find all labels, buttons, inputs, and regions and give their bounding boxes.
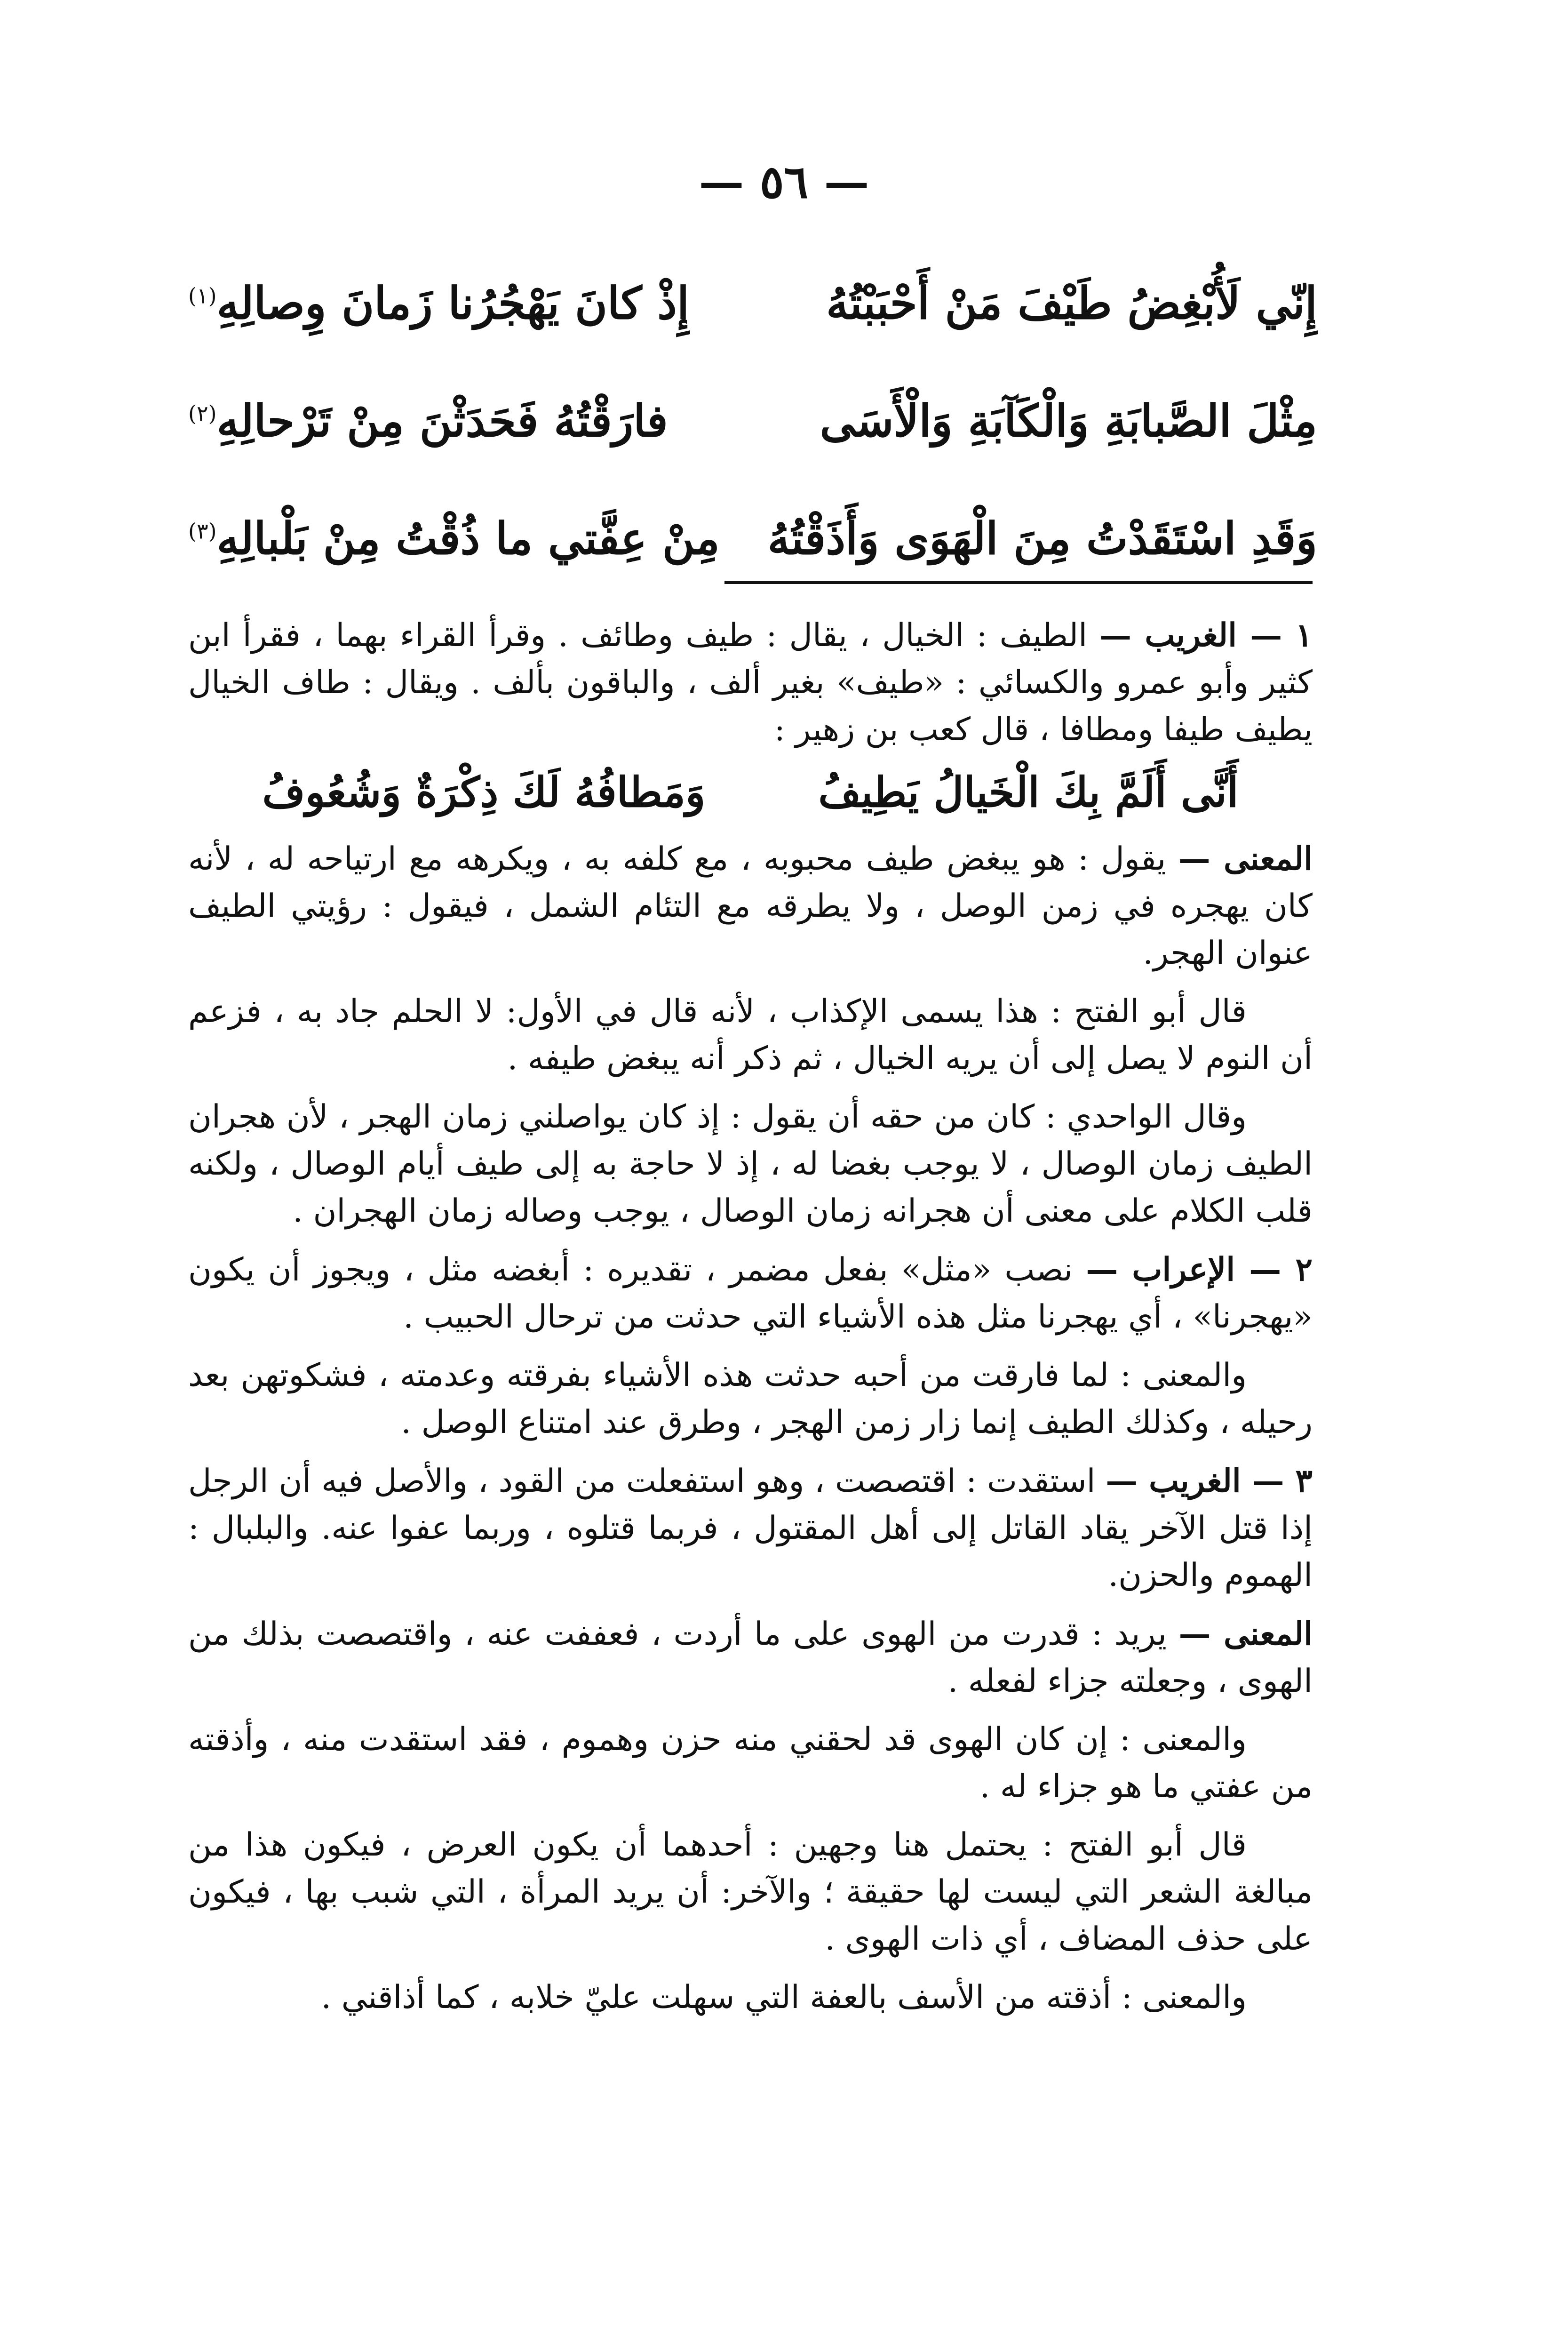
note-3-text: استقدت : اقتصصت ، وهو استفعلت من القود ، والأصل فيه أن الرجل إذا قتل الآخر يقاد القاتل إلى أهل المقتول ، فربما قتلوه ، وربما عفوا عنه. والبلبال : الهموم والحزن. <box>188 1463 1313 1594</box>
abu-alfath-1: قال أبو الفتح : هذا يسمى الإكذاب ، لأنه قال في الأول: لا الحلم جاد به ، فزعم أن النوم لا يصل إلى أن يريه الخيال ، ثم ذكر أنه يبغض طيفه . <box>188 993 1313 1077</box>
verses-block <box>188 245 1317 598</box>
meaning-3-text: يريد : قدرت من الهوى على ما أردت ، فعففت عنه ، واقتصصت بذلك من الهوى ، وجعلته جزاء لفعله . <box>188 1616 1313 1700</box>
meaning-2: والمعنى : لما فارقت من أحبه حدثت هذه الأشياء بفرقته وعدمته ، فشكوتهن بعد رحيله ، وكذلك الطيف إنما زار زمن الهجر ، وطرق عند امتناع الوصل . <box>188 1357 1313 1441</box>
page-number: — ٥٦ — <box>699 155 869 208</box>
meaning-4: والمعنى : إن كان الهوى قد لحقني منه حزن وهموم ، فقد استقدت منه ، وأذقته من عفتي ما هو جزاء له . <box>188 1721 1313 1805</box>
note-2-text: نصب «مثل» بفعل مضمر ، تقديره : أبغضه مثل ، ويجوز أن يكون «يهجرنا» ، أي يهجرنا مثل هذه الأشياء التي حدثت من ترحال الحبيب . <box>188 1251 1313 1336</box>
commentary <box>188 612 1313 2032</box>
alwahidi: وقال الواحدي : كان من حقه أن يقول : إذ كان يواصلني زمان الهجر ، لأن هجران الطيف زمان الوصال ، لا يوجب بغضا له ، إذ لا حاجة به إلى طيف أيام الوصال ، ولكنه قلب الكلام على معنى أن هجرانه زمان الوصال ، يوجب وصاله زمان الهجران . <box>188 1098 1313 1230</box>
verse-3 <box>188 480 1317 598</box>
note-2 <box>188 1246 1313 1341</box>
footnote-marker-1: (١) <box>188 283 217 309</box>
meaning-3 <box>188 1610 1313 1705</box>
meaning-1-text: يقول : هو يبغض طيف محبوبه ، مع كلفه به ، ويكرهه مع ارتياحه له ، لأنه كان يهجره في زمن الوصل ، ولا يطرقه مع التئام الشمل ، فيقول : رؤيتي الطيف عنوان الهجر. <box>188 840 1313 972</box>
quoted-verse-first: أَنَّى أَلَمَّ بِكَ الْخَيالُ يَطِيفُ <box>818 768 1239 816</box>
verse-3-first-hemistich: وَقَدِ اسْتَقَدْتُ مِنَ الْهَوَى وَأَذَقْتُهُ <box>767 513 1317 565</box>
verse-1-second-hemistich: إِذْ كانَ يَهْجُرُنا زَمانَ وِصالِهِ$^{(١)}$ <box>188 278 690 329</box>
abu-alfath-2: قال أبو الفتح : يحتمل هنا وجهين : أحدهما أن يكون العرض ، فيكون هذا من مبالغة الشعر التي ليست لها حقيقة ؛ والآخر: أن يريد المرأة ، التي شبب بها ، فيكون على حذف المضاف ، أي ذات الهوى . <box>188 1826 1313 1958</box>
quoted-verse-second: وَمَطافُهُ لَكَ ذِكْرَةٌ وَشُعُوفُ <box>262 768 706 816</box>
meaning-1-heading: المعنى — <box>1178 840 1313 878</box>
footnote-marker-2: (٢) <box>188 400 217 426</box>
note-3-heading: ٣ — الغريب — <box>1106 1462 1313 1500</box>
note-1-heading: ١ — الغريب — <box>1099 616 1313 654</box>
note-1 <box>188 612 1313 753</box>
verse-1-first-hemistich: إِنّي لَأُبْغِضُ طَيْفَ مَنْ أَحْبَبْتُهُ <box>826 278 1317 329</box>
meaning-5: والمعنى : أذقته من الأسف بالعفة التي سهلت عليّ خلابه ، كما أذاقني . <box>321 1979 1247 2016</box>
footnote-marker-3: (٣) <box>188 518 217 544</box>
meaning-1 <box>188 835 1313 977</box>
note-2-heading: ٢ — الإعراب — <box>1086 1251 1313 1288</box>
note-3 <box>188 1457 1313 1599</box>
quoted-verse <box>188 768 1313 816</box>
verse-3-second-hemistich: مِنْ عِفَّتي ما ذُقْتُ مِنْ بَلْبالِهِ$^{(٣)}$ <box>188 513 720 565</box>
meaning-3-heading: المعنى — <box>1178 1615 1313 1653</box>
note-1-text: الطيف : الخيال ، يقال : طيف وطائف . وقرأ القراء بهما ، فقرأ ابن كثير وأبو عمرو والكسائي : «طيف» بغير ألف ، والباقون بألف . ويقال : طاف الخيال يطيف طيفا ومطافا ، قال كعب بن زهير : <box>188 617 1313 748</box>
verse-2-first-hemistich: مِثْلَ الصَّبابَةِ وَالْكَآبَةِ وَالْأَسَى <box>820 395 1317 447</box>
verse-2-second-hemistich: فارَقْتُهُ فَحَدَثْنَ مِنْ تَرْحالِهِ$^{(٢)}$ <box>188 395 668 447</box>
footnote-separator <box>724 581 1313 584</box>
verse-2 <box>188 362 1317 480</box>
verse-1 <box>188 245 1317 362</box>
